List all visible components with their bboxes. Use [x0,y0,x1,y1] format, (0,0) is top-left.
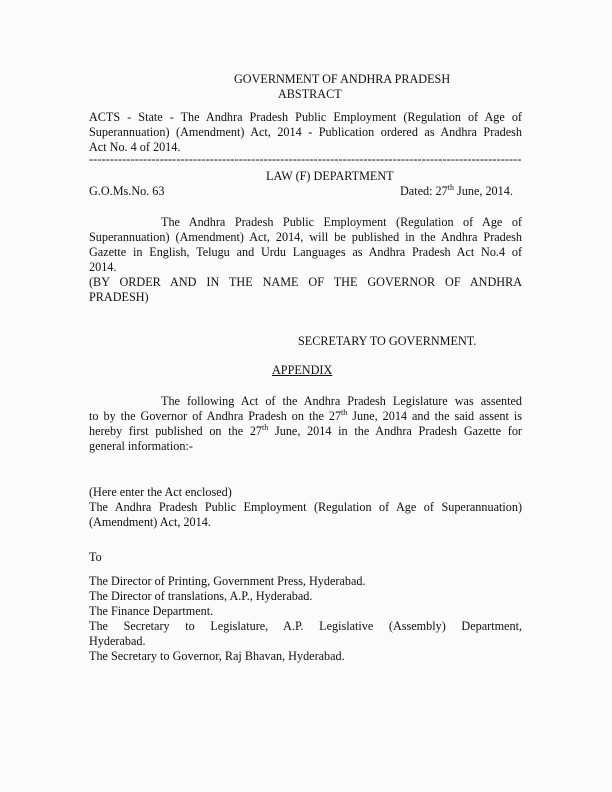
body-line-3: Gazette in English, Telugu and Urdu Languages as Andhra Pradesh Act No.4 of [89,245,522,259]
signatory: SECRETARY TO GOVERNMENT. [298,334,477,348]
appendix-line-3: hereby first published on the 27th June, 2014 in the Andhra Pradesh Gazette for [89,422,522,438]
appendix-line-4: general information:- [89,439,193,453]
order-number: G.O.Ms.No. 63 [89,184,165,198]
government-heading: GOVERNMENT OF ANDHRA PRADESH [234,72,451,86]
separator-line: -------------------------------------------------------------------------------------------------------- [89,152,522,166]
recipient-2: The Director of translations, A.P., Hyderabad. [89,589,313,603]
appendix-heading: APPENDIX [272,363,333,377]
to-label: To [89,550,102,564]
by-order-line-2: PRADESH) [89,290,149,304]
recipient-5: The Secretary to Governor, Raj Bhavan, Hyderabad. [89,649,345,663]
enclosure-act-line-2: (Amendment) Act, 2014. [89,515,211,529]
recipient-3: The Finance Department. [89,604,214,618]
body-line-2: Superannuation) (Amendment) Act, 2014, will be published in the Andhra Pradesh [89,230,522,244]
subject-line-2: Superannuation) (Amendment) Act, 2014 - Publication ordered as Andhra Pradesh [89,125,522,139]
recipient-4-cont: Hyderabad. [89,634,146,648]
order-date: Dated: 27th June, 2014. [400,182,513,198]
recipient-1: The Director of Printing, Government Press, Hyderabad. [89,574,366,588]
appendix-line-1: The following Act of the Andhra Pradesh Legislature was assented [161,394,522,408]
subject-line-3: Act No. 4 of 2014. [89,140,181,154]
enclosure-act-line-1: The Andhra Pradesh Public Employment (Regulation of Age of Superannuation) [89,500,522,514]
by-order-line-1: (BY ORDER AND IN THE NAME OF THE GOVERNOR OF ANDHRA [89,275,522,289]
body-line-4: 2014. [89,260,117,274]
body-line-1: The Andhra Pradesh Public Employment (Regulation of Age of [161,215,522,229]
subject-line-1: ACTS - State - The Andhra Pradesh Public Employment (Regulation of Age of [89,110,522,124]
recipient-4: The Secretary to Legislature, A.P. Legislative (Assembly) Department, [89,619,522,633]
abstract-heading: ABSTRACT [278,87,342,101]
enclosure-note: (Here enter the Act enclosed) [89,485,232,499]
appendix-line-2: to by the Governor of Andhra Pradesh on the 27th June, 2014 and the said assent is [89,407,522,423]
department-heading: LAW (F) DEPARTMENT [266,169,394,183]
